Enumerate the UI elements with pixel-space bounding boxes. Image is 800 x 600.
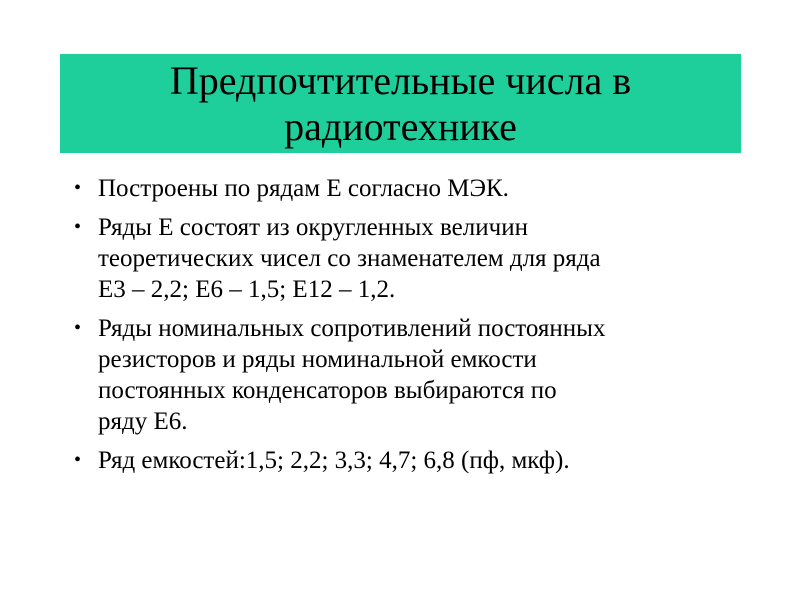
bullet-dot-icon: • xyxy=(74,177,82,199)
bullet-dot-icon: • xyxy=(74,216,82,238)
slide-title: Предпочтительные числа в радиотехнике xyxy=(169,57,632,149)
bullet-item xyxy=(74,445,764,476)
bullet-item xyxy=(74,212,764,305)
bullet-text: Ряды номинальных сопротивлений постоянных резисторов и ряды номинальной емкости постоянных конденсаторов выбираются по ряду Е6. xyxy=(98,315,606,435)
bullet-item xyxy=(74,313,764,437)
bullet-text: Построены по рядам Е согласно МЭК. xyxy=(98,175,509,202)
title-banner xyxy=(60,54,741,153)
bullet-dot-icon: • xyxy=(74,449,82,471)
bullet-text: Ряд емкостей:1,5; 2,2; 3,3; 4,7; 6,8 (пф, мкф). xyxy=(98,447,570,474)
bullet-text: Ряды Е состоят из округленных величин теоретических чисел со знаменателем для ряда Е3 – 2,2; Е6 – 1,5; Е12 – 1,2. xyxy=(98,214,601,303)
bullet-dot-icon: • xyxy=(74,317,82,339)
bullet-list xyxy=(74,173,764,484)
bullet-item xyxy=(74,173,764,204)
